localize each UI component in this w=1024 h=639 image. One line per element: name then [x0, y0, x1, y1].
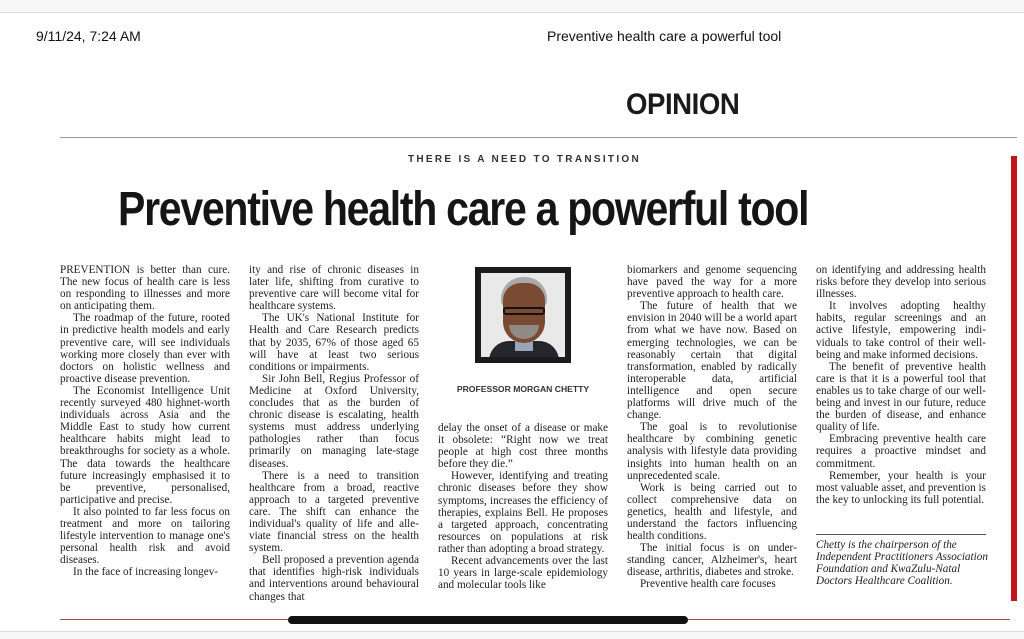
- article-paragraph: Work is being carried out to collect comprehensive data on genetics, health and lifestyle, and understand the factors influencing health conditions.: [627, 481, 797, 543]
- photo-caption: PROFESSOR MORGAN CHETTY: [456, 384, 590, 394]
- kicker: THERE IS A NEED TO TRANSITION: [408, 154, 642, 165]
- accent-red-bar: [1011, 156, 1017, 601]
- print-datetime: 9/11/24, 7:24 AM: [36, 28, 141, 44]
- article-paragraph: It involves adopting healthy habits, regular screenings and an active lifestyle, empowering individuals to take control of their well-being and make informed decisions.: [816, 300, 986, 361]
- article-paragraph: The benefit of preventive health care is that it is a powerful tool that enables us to take charge of our well-being and invest in our future, reduce the burden of disease, and enhance quality of life.: [816, 360, 986, 434]
- article-paragraph: PREVENTION is better than cure. The new focus of health care is less on responding to illnesses and more on anticipating them.: [60, 264, 230, 313]
- article-paragraph: Sir John Bell, Regius Professor of Medicine at Oxford University, concludes that as the burden of chronic disease is escalating, health systems must address underlying pathologies rather than focus primarily on managing late-stage diseases.: [249, 372, 419, 470]
- article-paragraph: delay the onset of a disease or make it obsolete: “Right now we treat people at high cost three months before they die.”: [438, 422, 608, 471]
- article-paragraph: ity and rise of chronic diseases in later life, shifting from curative to preventive care will become vital for healthcare systems.: [249, 264, 419, 313]
- horizontal-scrollbar[interactable]: [288, 616, 688, 624]
- article-column-3: [438, 422, 608, 591]
- article-column-1: [60, 264, 230, 578]
- article-paragraph: The goal is to revolutionise healthcare by combining genetic analysis with lifestyle data providing insights into human health on an unprecedented scale.: [627, 421, 797, 482]
- article-paragraph: In the face of increasing longev-: [73, 566, 219, 579]
- article-paragraph: on identifying and addressing health risks before they develop into serious illnesses.: [816, 264, 986, 301]
- article-paragraph: The future of health that we envision in 2040 will be a world apart from what we have now. Based on emerging technologies, we can be reasonably certain that digital transformation, enabled by radically interoperable data, artificial intelligence and open secure platforms will drive much of the change.: [627, 300, 797, 422]
- headline: Preventive health care a powerful tool: [118, 183, 809, 236]
- article-paragraph: Preventive health care focuses: [640, 578, 776, 591]
- article-paragraph: It also pointed to far less focus on treatment and more on tailoring lifestyle intervention to manage one's personal health risk and avoid diseases.: [60, 505, 230, 567]
- article-column-4: [627, 264, 797, 591]
- top-divider: [60, 137, 1017, 138]
- article-column-2: [249, 264, 419, 603]
- article-paragraph: Recent advancements over the last 10 years in large-scale epidemiology and molecular tools like: [438, 555, 608, 592]
- portrait-glasses: [503, 307, 545, 315]
- article-paragraph: The Economist Intelligence Unit recently surveyed 480 highnet-worth individuals across Asia and the Middle East to study how current healthcare habits might lead to breakthroughs for society as a whole. The data towards the healthcare future increasingly emphasised it to be preventive, personalised, participative and precise.: [60, 384, 230, 506]
- article-paragraph: biomarkers and genome sequencing have paved the way for a more preventive approach to health care.: [627, 264, 797, 301]
- article-column-5: [816, 264, 986, 506]
- author-bio: Chetty is the chairperson of the Independent Practitioners Association Foundation and KwaZulu-Natal Doctors Healthcare Coalition.: [816, 539, 988, 588]
- article-paragraph: The UK's National Institute for Health and Care Research predicts that by 2035, 67% of those aged 65 will have at least two serious conditions or impairments.: [249, 312, 419, 373]
- article-paragraph: There is a need to transition healthcare from a broad, reactive approach to a targeted preventive care. The shift can enhance the individual's quality of life and alleviate financial stress on the health system.: [249, 469, 419, 555]
- author-photo: [475, 267, 571, 363]
- article-paragraph: Remember, your health is your most valuable asset, and prevention is the key to unlocking its full potential.: [816, 469, 986, 506]
- article-paragraph: The initial focus is on understanding cancer, Alzheimer's, heart disease, arthritis, diabetes and stroke.: [627, 542, 797, 579]
- section-label: OPINION: [626, 88, 740, 121]
- article-paragraph: However, identifying and treating chronic diseases before they show symptoms, increases the efficiency of therapies, explains Bell. He proposes a targeted approach, concentrating resources on populations at risk rather than adopting a broad strategy.: [438, 470, 608, 555]
- portrait-image: [481, 273, 565, 357]
- article-paragraph: The roadmap of the future, rooted in predictive health models and early preventive care, will see individuals working more closely than ever with doctors on holistic wellness and proactive disease prevention.: [60, 312, 230, 385]
- bio-divider: [816, 534, 986, 535]
- article-paragraph: Embracing preventive health care requires a proactive mindset and commitment.: [816, 433, 986, 470]
- viewer-top-bar: [0, 0, 1024, 13]
- print-page-title: Preventive health care a powerful tool: [547, 28, 782, 44]
- article-paragraph: Bell proposed a prevention agenda that identifies high-risk individuals and interventions around behavioural changes that: [249, 554, 419, 603]
